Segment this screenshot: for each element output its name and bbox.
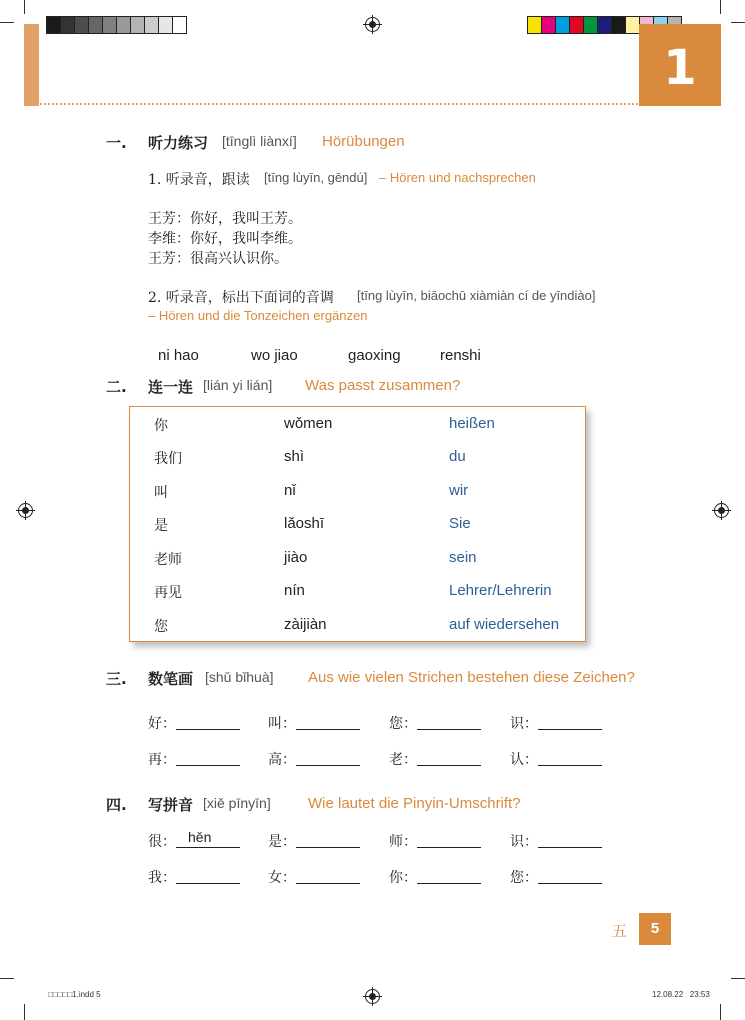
section-4-number: 四. bbox=[106, 796, 127, 814]
gray-swatch bbox=[47, 17, 61, 33]
section-1-number: 一. bbox=[106, 134, 127, 152]
section-4-title-cn: 写拼音 bbox=[148, 796, 194, 814]
char-label: 您： bbox=[389, 716, 417, 732]
section-3-title-pinyin: [shǔ bǐhuà] bbox=[205, 669, 274, 685]
pinyin-cell: nǐ bbox=[284, 482, 296, 499]
section-2-number: 二. bbox=[106, 378, 127, 396]
color-swatch bbox=[528, 17, 542, 33]
task-1-label: 1. 听录音，跟读 bbox=[148, 172, 250, 188]
color-swatch bbox=[598, 17, 612, 33]
stroke-count-field[interactable] bbox=[268, 713, 368, 733]
section-2-title-pinyin: [lián yi lián] bbox=[203, 377, 273, 393]
grayscale-registration-strip bbox=[46, 16, 187, 34]
table-row bbox=[130, 507, 585, 540]
section-2-title-cn: 连一连 bbox=[148, 378, 194, 396]
section-1-title-de: Hörübungen bbox=[322, 133, 405, 150]
task-1-de: – Hören und nachsprechen bbox=[379, 170, 536, 185]
hanzi-cell: 你 bbox=[154, 418, 168, 434]
gray-swatch bbox=[131, 17, 145, 33]
color-swatch bbox=[584, 17, 598, 33]
tone-word-4: renshi bbox=[440, 347, 481, 364]
pinyin-field[interactable] bbox=[268, 867, 368, 887]
pinyin-field[interactable] bbox=[510, 867, 610, 887]
pinyin-cell: nín bbox=[284, 582, 305, 599]
char-label: 您： bbox=[510, 870, 538, 886]
german-cell: wir bbox=[449, 482, 469, 499]
gray-swatch bbox=[75, 17, 89, 33]
crop-line bbox=[720, 1004, 721, 1020]
page-number: 5 bbox=[650, 920, 660, 937]
crop-line bbox=[731, 978, 745, 979]
german-cell: heißen bbox=[449, 415, 495, 432]
char-label: 师： bbox=[389, 834, 417, 850]
color-swatch bbox=[556, 17, 570, 33]
pinyin-field[interactable] bbox=[148, 867, 248, 887]
german-cell: Lehrer/Lehrerin bbox=[449, 582, 552, 599]
crop-line bbox=[24, 0, 25, 14]
char-label: 再： bbox=[148, 752, 176, 768]
char-label: 很： bbox=[148, 834, 176, 850]
dialogue-line-3: 王芳：很高兴认识你。 bbox=[148, 251, 288, 267]
task-2-de: – Hören und die Tonzeichen ergänzen bbox=[148, 308, 368, 323]
char-label: 识： bbox=[510, 834, 538, 850]
gray-swatch bbox=[117, 17, 131, 33]
pinyin-field[interactable] bbox=[268, 831, 368, 851]
stroke-count-field[interactable] bbox=[510, 713, 610, 733]
gray-swatch bbox=[145, 17, 159, 33]
char-label: 好： bbox=[148, 716, 176, 732]
task-2-label: 2. 听录音，标出下面词的音调 bbox=[148, 290, 334, 306]
crop-line bbox=[731, 22, 745, 23]
pinyin-answer: hěn bbox=[188, 829, 212, 845]
crop-line bbox=[24, 1004, 25, 1020]
page-number-cn: 五 bbox=[612, 922, 628, 940]
section-3-title-de: Aus wie vielen Strichen bestehen diese Zeichen? bbox=[308, 669, 635, 686]
hanzi-cell: 老师 bbox=[154, 552, 182, 568]
dialogue-line-2: 李维：你好，我叫李维。 bbox=[148, 231, 302, 247]
pinyin-cell: jiào bbox=[284, 549, 308, 566]
gray-swatch bbox=[89, 17, 103, 33]
crop-line bbox=[720, 0, 721, 14]
registration-mark-right bbox=[714, 503, 729, 518]
crop-line bbox=[0, 978, 14, 979]
char-label: 是： bbox=[268, 834, 296, 850]
pinyin-field[interactable] bbox=[148, 831, 248, 851]
table-row bbox=[130, 574, 585, 607]
hanzi-cell: 您 bbox=[154, 619, 168, 635]
print-file-label: □□□□□1.indd 5 bbox=[48, 990, 101, 999]
table-row bbox=[130, 407, 585, 440]
gray-swatch bbox=[173, 17, 186, 33]
german-cell: Sie bbox=[449, 515, 471, 532]
german-cell: du bbox=[449, 448, 466, 465]
section-3-number: 三. bbox=[106, 670, 127, 688]
stroke-count-field[interactable] bbox=[148, 713, 248, 733]
gray-swatch bbox=[61, 17, 75, 33]
hanzi-cell: 叫 bbox=[154, 485, 168, 501]
stroke-count-field[interactable] bbox=[389, 713, 489, 733]
pinyin-cell: wǒmen bbox=[284, 415, 333, 432]
print-timestamp: 12.08.22 23:53 bbox=[652, 990, 710, 999]
tone-word-3: gaoxing bbox=[348, 347, 401, 364]
section-2-title-de: Was passt zusammen? bbox=[305, 377, 461, 394]
color-swatch bbox=[542, 17, 556, 33]
char-label: 你： bbox=[389, 870, 417, 886]
stroke-count-field[interactable] bbox=[510, 749, 610, 769]
gray-swatch bbox=[159, 17, 173, 33]
matching-table bbox=[129, 406, 586, 642]
tone-word-2: wo jiao bbox=[251, 347, 298, 364]
hanzi-cell: 再见 bbox=[154, 585, 182, 601]
table-row bbox=[130, 608, 585, 641]
registration-mark-top bbox=[365, 17, 380, 32]
pinyin-cell: lǎoshī bbox=[284, 515, 325, 532]
stroke-count-field[interactable] bbox=[268, 749, 368, 769]
pinyin-cell: zàijiàn bbox=[284, 616, 327, 633]
german-cell: auf wiedersehen bbox=[449, 616, 560, 633]
pinyin-field[interactable] bbox=[389, 867, 489, 887]
table-row bbox=[130, 474, 585, 507]
gray-swatch bbox=[103, 17, 117, 33]
registration-mark-left bbox=[18, 503, 33, 518]
char-label: 高： bbox=[268, 752, 296, 768]
char-label: 女： bbox=[268, 870, 296, 886]
task-1-pinyin: [tīng lùyīn, gēndú] bbox=[264, 170, 368, 185]
section-1-title-cn: 听力练习 bbox=[148, 134, 209, 152]
stroke-count-field[interactable] bbox=[148, 749, 248, 769]
dialogue-line-1: 王芳：你好，我叫王芳。 bbox=[148, 211, 302, 227]
pinyin-field[interactable] bbox=[389, 831, 489, 851]
char-label: 识： bbox=[510, 716, 538, 732]
section-4-title-de: Wie lautet die Pinyin-Umschrift? bbox=[308, 795, 521, 812]
tone-word-1: ni hao bbox=[158, 347, 199, 364]
section-3-title-cn: 数笔画 bbox=[148, 670, 194, 688]
color-swatch bbox=[612, 17, 626, 33]
char-label: 认： bbox=[510, 752, 538, 768]
stroke-count-field[interactable] bbox=[389, 749, 489, 769]
chapter-number: 1 bbox=[663, 40, 697, 96]
section-4-title-pinyin: [xiě pīnyīn] bbox=[203, 795, 271, 811]
color-swatch bbox=[626, 17, 640, 33]
char-label: 叫： bbox=[268, 716, 296, 732]
left-orange-bar bbox=[24, 24, 39, 106]
task-2-pinyin: [tīng lùyīn, biāochū xiàmiàn cí de yīndiào] bbox=[357, 288, 596, 303]
table-row bbox=[130, 440, 585, 473]
german-cell: sein bbox=[449, 549, 477, 566]
section-1-title-pinyin: [tīnglì liànxí] bbox=[222, 133, 297, 149]
hanzi-cell: 我们 bbox=[154, 451, 182, 467]
table-row bbox=[130, 541, 585, 574]
char-label: 我： bbox=[148, 870, 176, 886]
registration-mark-bottom bbox=[365, 989, 380, 1004]
header-dotted-line bbox=[40, 103, 638, 105]
pinyin-cell: shì bbox=[284, 448, 305, 465]
hanzi-cell: 是 bbox=[154, 518, 168, 534]
crop-line bbox=[0, 22, 14, 23]
char-label: 老： bbox=[389, 752, 417, 768]
color-swatch bbox=[570, 17, 584, 33]
pinyin-field[interactable] bbox=[510, 831, 610, 851]
